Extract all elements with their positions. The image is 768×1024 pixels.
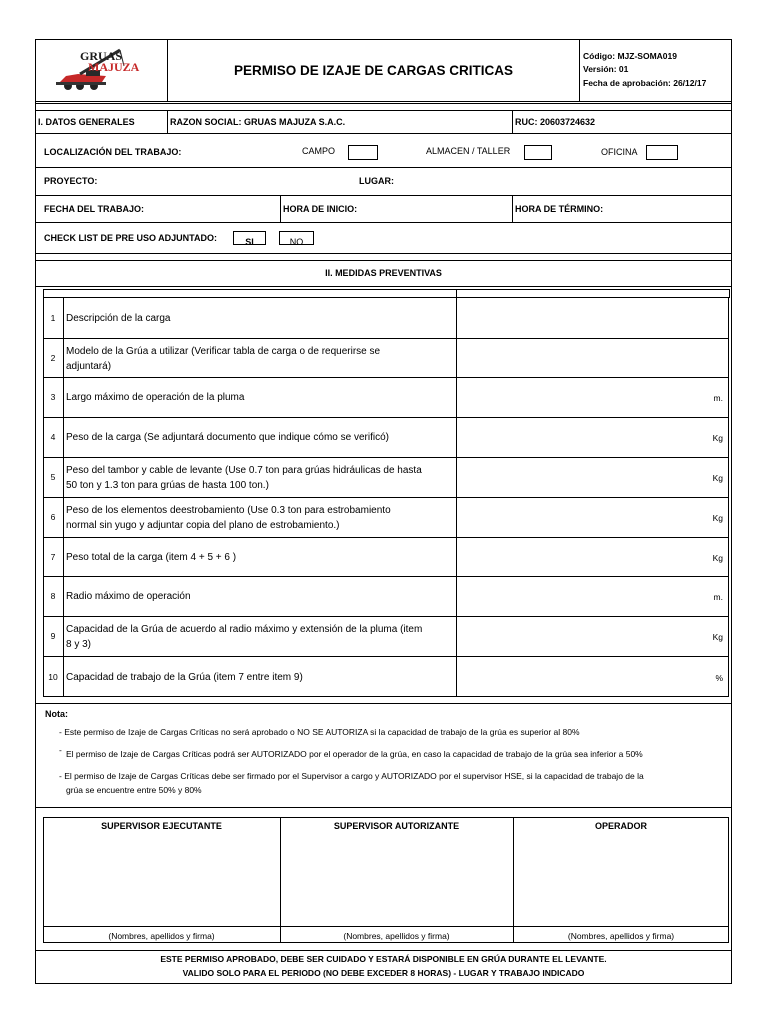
measure-row (43, 497, 729, 537)
sig-autorizante-title: SUPERVISOR AUTORIZANTE (333, 821, 460, 831)
measure-value-field[interactable] (457, 617, 727, 655)
section-datos-generales: I. DATOS GENERALES (38, 117, 135, 127)
measure-row-description: Capacidad de trabajo de la Grúa (item 7 entre item 9) (66, 672, 303, 683)
logo-text-majuza: MAJUZA (88, 60, 140, 74)
measure-unit: % (715, 673, 723, 683)
label-oficina: OFICINA (601, 147, 638, 157)
option-si[interactable] (233, 231, 266, 245)
sig-operador-caption: (Nombres, apellidos y firma) (567, 931, 675, 941)
measure-row (43, 377, 729, 417)
sig-autorizante-field[interactable] (281, 834, 512, 925)
notes-label: Nota: (45, 709, 68, 719)
footer-line-2: VALIDO SOLO PARA EL PERIODO (NO DEBE EXCEDER 8 HORAS) - LUGAR Y TRABAJO INDICADO (182, 968, 585, 978)
section-medidas: II. MEDIDAS PREVENTIVAS (325, 268, 442, 278)
footer-line-1: ESTE PERMISO APROBADO, DEBE SER CUIDADO Y ESTARÁ DISPONIBLE EN GRÚA DURANTE EL LEVANTE. (160, 954, 607, 964)
measure-row (43, 656, 729, 697)
label-fecha-trabajo: FECHA DEL TRABAJO: (44, 204, 145, 214)
measure-unit: m. (713, 393, 723, 403)
sig-ejecutante-field[interactable] (44, 834, 279, 925)
doc-version: Versión: 01 (583, 64, 629, 74)
measure-value-field[interactable] (457, 657, 727, 696)
measure-row-number: 1 (50, 313, 56, 323)
measure-row-description-line2: 8 y 3) (66, 639, 92, 650)
label-lugar: LUGAR: (359, 176, 394, 186)
measure-row-number: 9 (50, 631, 56, 641)
measure-row-number: 4 (50, 432, 56, 442)
sig-operador-field[interactable] (514, 834, 728, 925)
measure-row-description: Peso de los elementos deestrobamiento (Use 0.3 ton para estrobamiento (66, 505, 391, 516)
measure-value-field[interactable] (457, 458, 727, 496)
doc-code: Código: MJZ-SOMA019 (583, 51, 677, 61)
measure-row-description-line2: adjuntará) (66, 361, 112, 372)
measure-row-number: 7 (50, 552, 56, 562)
measure-value-field[interactable] (457, 577, 727, 615)
measure-unit: Kg (712, 433, 723, 443)
label-almacen: ALMACEN / TALLER (426, 146, 511, 156)
measure-row-description: Capacidad de la Grúa de acuerdo al radio máximo y extensión de la pluma (item (66, 624, 423, 635)
label-hora-inicio: HORA DE INICIO: (283, 204, 358, 214)
measure-row (43, 297, 729, 338)
measure-row-description: Radio máximo de operación (66, 591, 191, 602)
option-no-label: NO (289, 237, 304, 247)
checkbox-almacen[interactable] (524, 145, 552, 160)
measure-row-number: 10 (48, 672, 58, 682)
page-title: PERMISO DE IZAJE DE CARGAS CRITICAS (233, 63, 514, 78)
measure-unit: Kg (712, 632, 723, 642)
approval-date: Fecha de aprobación: 26/12/17 (583, 78, 707, 88)
note-3b: grúa se encuentre entre 50% y 80% (66, 785, 202, 795)
measure-row (43, 576, 729, 616)
measure-row (43, 338, 729, 377)
measure-row-number: 5 (50, 472, 56, 482)
checkbox-oficina[interactable] (646, 145, 678, 160)
note-2-bullet: - (59, 745, 62, 755)
label-hora-termino: HORA DE TÉRMINO: (515, 204, 604, 214)
measure-value-field[interactable] (457, 339, 727, 376)
measure-row-description: Peso del tambor y cable de levante (Use 0.7 ton para grúas hidráulicas de hasta (66, 465, 422, 476)
option-no[interactable] (279, 231, 314, 245)
sig-autorizante-caption: (Nombres, apellidos y firma) (343, 931, 450, 941)
ruc: RUC: 20603724632 (515, 117, 596, 127)
measure-value-field[interactable] (457, 498, 727, 536)
label-checklist: CHECK LIST DE PRE USO ADJUNTADO: (44, 233, 218, 243)
measure-row-description: Largo máximo de operación de la pluma (66, 392, 245, 403)
sig-ejecutante-title: SUPERVISOR EJECUTANTE (101, 821, 222, 831)
measure-row (43, 457, 729, 497)
measure-unit: Kg (712, 473, 723, 483)
label-campo: CAMPO (302, 146, 336, 156)
checkbox-campo[interactable] (348, 145, 378, 160)
measure-value-field[interactable] (457, 298, 727, 337)
measure-row-description-line2: 50 ton y 1.3 ton para grúas de hasta 100 ton.) (66, 480, 269, 491)
measure-row-number: 6 (50, 512, 56, 522)
razon-social: RAZON SOCIAL: GRUAS MAJUZA S.A.C. (170, 117, 346, 127)
logo-text-gruas: GRUAS (80, 49, 123, 63)
note-2: El permiso de Izaje de Cargas Críticas podrá ser AUTORIZADO por el operador de la grúa, en caso la capacidad de trabajo de la grúa sea inferior a 50% (66, 749, 643, 759)
measure-row-description: Peso de la carga (Se adjuntará documento que indique cómo se verificó) (66, 432, 389, 443)
option-si-label: SI (245, 237, 254, 247)
label-localizacion: LOCALIZACIÓN DEL TRABAJO: (44, 147, 182, 157)
note-1: - Este permiso de Izaje de Cargas Críticas no será aprobado o NO SE AUTORIZA si la capacidad de trabajo de la grúa es superior al 80% (59, 727, 580, 737)
measure-row-number: 3 (50, 392, 56, 402)
measure-row (43, 417, 729, 457)
measure-row (43, 616, 729, 656)
note-3a: - El permiso de Izaje de Cargas Críticas debe ser firmado por el Supervisor a cargo y AUTORIZADO por el supervisor HSE, si la capacidad de trabajo de la (59, 771, 644, 781)
company-logo (50, 44, 150, 96)
measure-row-number: 8 (50, 591, 56, 601)
measure-row-number: 2 (50, 353, 56, 363)
measure-row-description: Descripción de la carga (66, 313, 171, 324)
sig-operador-title: OPERADOR (594, 821, 647, 831)
measure-unit: Kg (712, 513, 723, 523)
measure-row-description-line2: normal sin yugo y adjuntar copia del plano de estrobamiento.) (66, 520, 340, 531)
sig-ejecutante-caption: (Nombres, apellidos y firma) (108, 931, 215, 941)
measure-value-field[interactable] (457, 418, 727, 456)
measure-unit: Kg (712, 553, 723, 563)
measure-unit: m. (713, 592, 723, 602)
measure-row-description: Peso total de la carga (item 4 + 5 + 6 ) (66, 552, 237, 563)
measure-row-description: Modelo de la Grúa a utilizar (Verificar tabla de carga o de requerirse se (66, 346, 381, 357)
label-proyecto: PROYECTO: (44, 176, 98, 186)
measure-value-field[interactable] (457, 378, 727, 416)
measure-row (43, 537, 729, 576)
measure-value-field[interactable] (457, 538, 727, 575)
